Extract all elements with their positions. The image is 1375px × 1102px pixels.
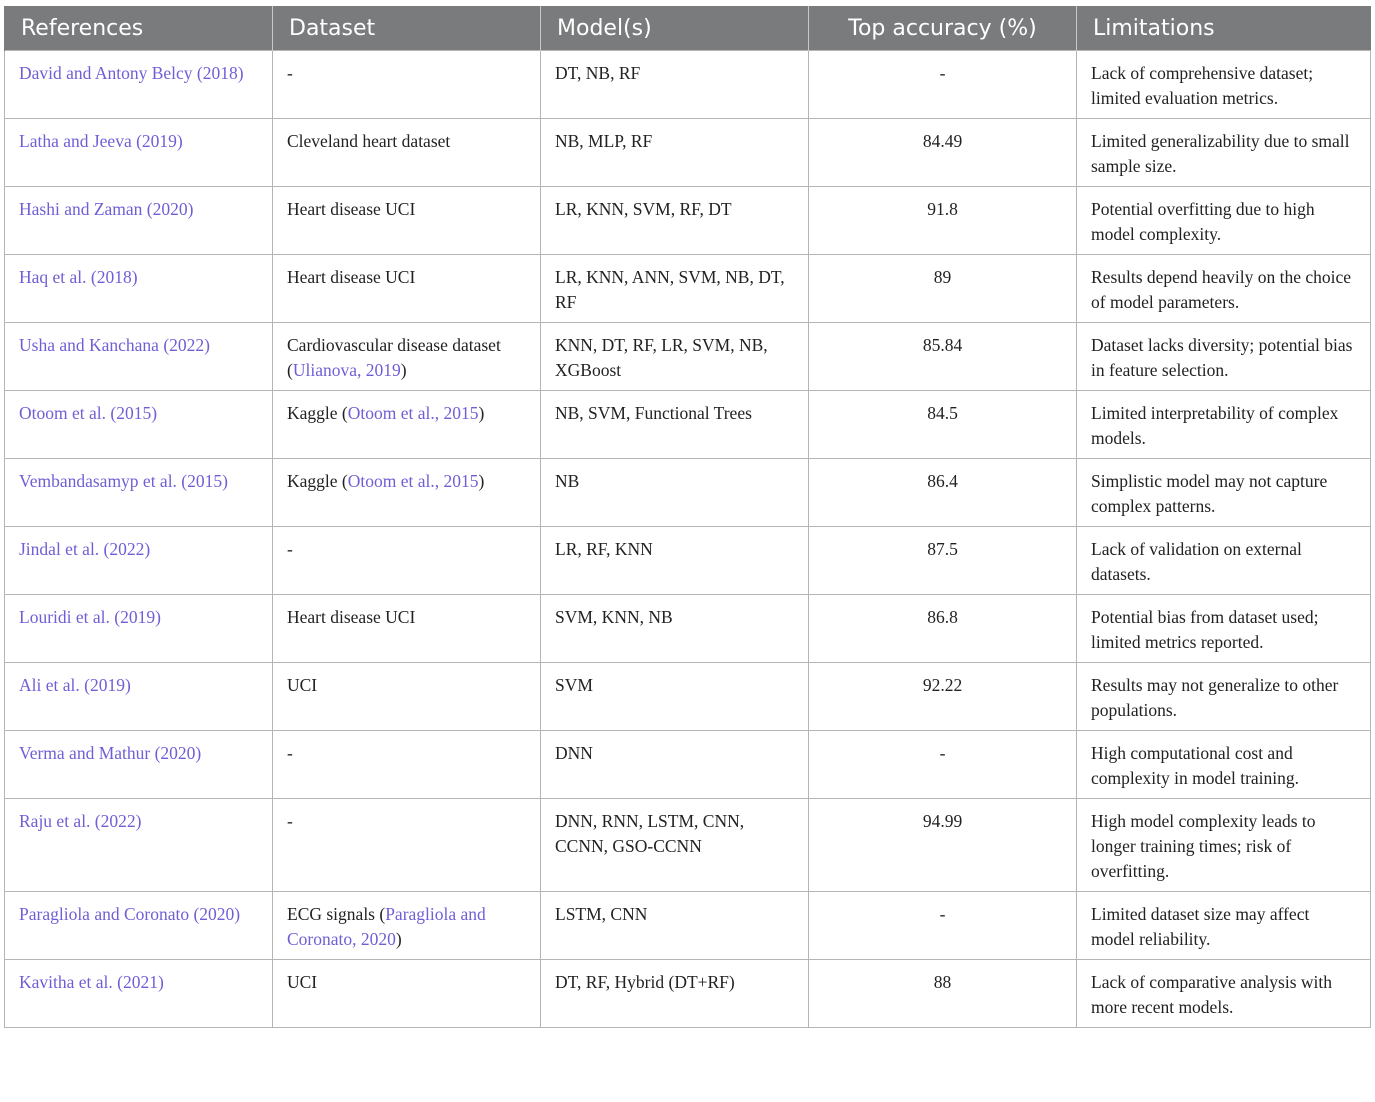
reference-cell: [5, 595, 273, 663]
reference-cell: [5, 255, 273, 323]
dataset-text: -: [287, 63, 293, 83]
reference-link[interactable]: Jindal et al. (2022): [19, 539, 151, 559]
models-cell: DNN, RNN, LSTM, CNN, CCNN, GSO-CCNN: [541, 799, 809, 892]
reference-link[interactable]: Haq et al. (2018): [19, 267, 138, 287]
reference-cell: [5, 663, 273, 731]
dataset-text: -: [287, 811, 293, 831]
table-row: [5, 119, 1371, 187]
reference-link[interactable]: Otoom et al. (2015): [19, 403, 158, 423]
dataset-cell: [273, 960, 541, 1028]
models-cell: DT, NB, RF: [541, 51, 809, 119]
dataset-text: ): [395, 929, 402, 949]
accuracy-cell: 89: [809, 255, 1077, 323]
dataset-text: Heart disease UCI: [287, 607, 416, 627]
dataset-text: UCI: [287, 675, 318, 695]
reference-link[interactable]: Latha and Jeeva (2019): [19, 131, 183, 151]
limitations-cell: Lack of validation on external datasets.: [1077, 527, 1371, 595]
table-row: [5, 527, 1371, 595]
dataset-cell: [273, 119, 541, 187]
limitations-cell: Lack of comparative analysis with more recent models.: [1077, 960, 1371, 1028]
reference-link[interactable]: Louridi et al. (2019): [19, 607, 161, 627]
accuracy-cell: 86.8: [809, 595, 1077, 663]
reference-cell: [5, 960, 273, 1028]
reference-cell: [5, 892, 273, 960]
dataset-cell: [273, 731, 541, 799]
dataset-text: Kaggle (: [287, 471, 348, 491]
limitations-cell: Potential overfitting due to high model complexity.: [1077, 187, 1371, 255]
models-cell: LR, KNN, SVM, RF, DT: [541, 187, 809, 255]
table-row: [5, 391, 1371, 459]
header-models: Model(s): [541, 6, 809, 51]
limitations-cell: Dataset lacks diversity; potential bias in feature selection.: [1077, 323, 1371, 391]
table-row: [5, 459, 1371, 527]
accuracy-cell: 94.99: [809, 799, 1077, 892]
table-row: [5, 892, 1371, 960]
limitations-cell: Limited generalizability due to small sample size.: [1077, 119, 1371, 187]
models-cell: LSTM, CNN: [541, 892, 809, 960]
dataset-cell: [273, 459, 541, 527]
models-cell: SVM, KNN, NB: [541, 595, 809, 663]
table-row: [5, 187, 1371, 255]
reference-link[interactable]: Verma and Mathur (2020): [19, 743, 202, 763]
dataset-citation-link[interactable]: Ulianova, 2019: [292, 360, 401, 380]
dataset-cell: [273, 187, 541, 255]
dataset-text: ECG signals (: [287, 904, 386, 924]
limitations-cell: High model complexity leads to longer training times; risk of overfitting.: [1077, 799, 1371, 892]
accuracy-cell: 92.22: [809, 663, 1077, 731]
header-references: References: [5, 6, 273, 51]
reference-link[interactable]: Ali et al. (2019): [19, 675, 131, 695]
dataset-text: ): [478, 403, 485, 423]
reference-cell: [5, 119, 273, 187]
models-cell: NB, SVM, Functional Trees: [541, 391, 809, 459]
reference-cell: [5, 527, 273, 595]
table-row: [5, 323, 1371, 391]
reference-cell: [5, 323, 273, 391]
models-cell: DNN: [541, 731, 809, 799]
dataset-text: Heart disease UCI: [287, 267, 416, 287]
dataset-text: ): [400, 360, 407, 380]
reference-link[interactable]: Kavitha et al. (2021): [19, 972, 164, 992]
dataset-cell: [273, 51, 541, 119]
header-limitations: Limitations: [1077, 6, 1371, 51]
dataset-citation-link[interactable]: Paragliola and Coronato, 2020: [287, 904, 486, 949]
header-row: [5, 6, 1371, 51]
limitations-cell: Potential bias from dataset used; limited metrics reported.: [1077, 595, 1371, 663]
models-cell: NB, MLP, RF: [541, 119, 809, 187]
accuracy-cell: 84.5: [809, 391, 1077, 459]
limitations-cell: Limited dataset size may affect model reliability.: [1077, 892, 1371, 960]
dataset-text: Cardiovascular disease dataset (: [287, 335, 501, 380]
dataset-cell: [273, 799, 541, 892]
reference-link[interactable]: Paragliola and Coronato (2020): [19, 904, 241, 924]
models-cell: LR, RF, KNN: [541, 527, 809, 595]
accuracy-cell: -: [809, 51, 1077, 119]
limitations-cell: Results depend heavily on the choice of model parameters.: [1077, 255, 1371, 323]
dataset-cell: [273, 595, 541, 663]
models-cell: KNN, DT, RF, LR, SVM, NB, XGBoost: [541, 323, 809, 391]
reference-link[interactable]: Hashi and Zaman (2020): [19, 199, 194, 219]
limitations-cell: Results may not generalize to other populations.: [1077, 663, 1371, 731]
reference-cell: [5, 391, 273, 459]
dataset-cell: [273, 527, 541, 595]
reference-cell: [5, 459, 273, 527]
accuracy-cell: 91.8: [809, 187, 1077, 255]
dataset-text: Cleveland heart dataset: [287, 131, 451, 151]
dataset-text: ): [478, 471, 485, 491]
limitations-cell: Simplistic model may not capture complex patterns.: [1077, 459, 1371, 527]
reference-link[interactable]: Raju et al. (2022): [19, 811, 142, 831]
models-cell: DT, RF, Hybrid (DT+RF): [541, 960, 809, 1028]
table-row: [5, 595, 1371, 663]
reference-link[interactable]: David and Antony Belcy (2018): [19, 63, 244, 83]
header-dataset: Dataset: [273, 6, 541, 51]
table-row: [5, 663, 1371, 731]
limitations-cell: High computational cost and complexity in model training.: [1077, 731, 1371, 799]
accuracy-cell: 86.4: [809, 459, 1077, 527]
dataset-citation-link[interactable]: Otoom et al., 2015: [347, 403, 479, 423]
table-row: [5, 51, 1371, 119]
table-row: [5, 799, 1371, 892]
accuracy-cell: 84.49: [809, 119, 1077, 187]
models-cell: SVM: [541, 663, 809, 731]
accuracy-cell: -: [809, 892, 1077, 960]
reference-cell: [5, 799, 273, 892]
dataset-text: -: [287, 743, 293, 763]
limitations-cell: Lack of comprehensive dataset; limited evaluation metrics.: [1077, 51, 1371, 119]
accuracy-cell: 88: [809, 960, 1077, 1028]
table-row: [5, 960, 1371, 1028]
dataset-text: Heart disease UCI: [287, 199, 416, 219]
reference-cell: [5, 187, 273, 255]
reference-cell: [5, 731, 273, 799]
accuracy-cell: -: [809, 731, 1077, 799]
dataset-citation-link[interactable]: Otoom et al., 2015: [347, 471, 479, 491]
models-cell: LR, KNN, ANN, SVM, NB, DT, RF: [541, 255, 809, 323]
header-top-accuracy: Top accuracy (%): [809, 6, 1077, 51]
dataset-text: UCI: [287, 972, 318, 992]
models-cell: NB: [541, 459, 809, 527]
dataset-cell: [273, 391, 541, 459]
dataset-cell: [273, 663, 541, 731]
dataset-text: Kaggle (: [287, 403, 348, 423]
reference-link[interactable]: Vembandasamyp et al. (2015): [19, 471, 228, 491]
dataset-cell: [273, 323, 541, 391]
reference-link[interactable]: Usha and Kanchana (2022): [19, 335, 210, 355]
reference-cell: [5, 51, 273, 119]
accuracy-cell: 87.5: [809, 527, 1077, 595]
accuracy-cell: 85.84: [809, 323, 1077, 391]
dataset-cell: [273, 255, 541, 323]
table-row: [5, 731, 1371, 799]
dataset-text: -: [287, 539, 293, 559]
limitations-cell: Limited interpretability of complex models.: [1077, 391, 1371, 459]
dataset-cell: [273, 892, 541, 960]
comparison-table: [4, 6, 1371, 1028]
table-row: [5, 255, 1371, 323]
